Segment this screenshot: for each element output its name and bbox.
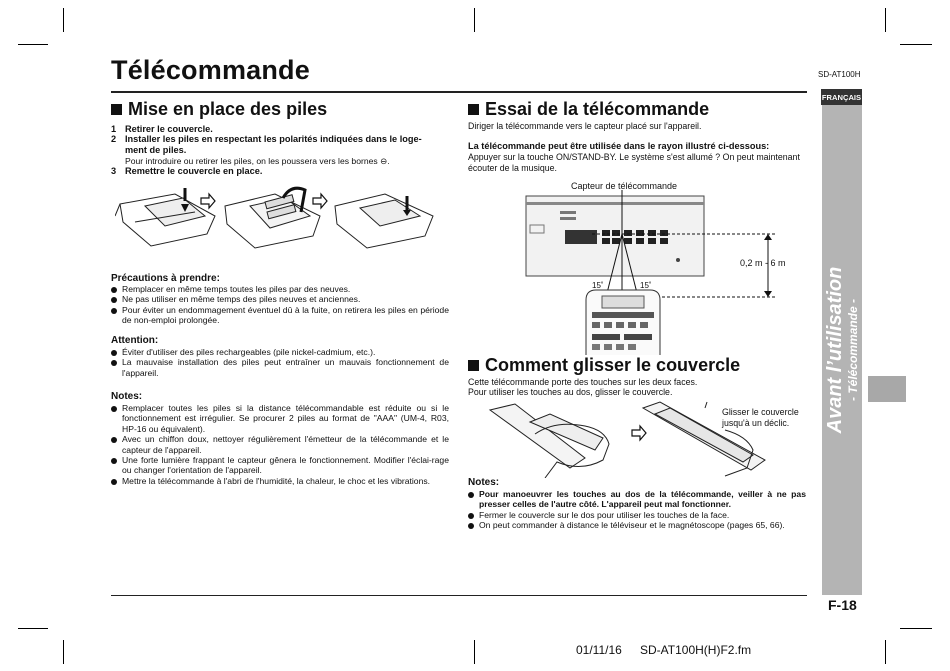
crop-mark bbox=[63, 640, 64, 664]
page-number: F-18 bbox=[828, 597, 857, 613]
crop-mark bbox=[885, 8, 886, 32]
crop-mark bbox=[900, 628, 932, 629]
crop-mark bbox=[474, 8, 475, 32]
heading-remote-test: Essai de la télécommande bbox=[468, 99, 709, 120]
footer-filename: SD-AT100H(H)F2.fm bbox=[640, 643, 752, 657]
slide-line-2: Pour utiliser les touches au dos, glisser le couvercle. bbox=[468, 387, 673, 397]
list-item: Une forte lumière frappant le capteur gênera le fonctionnement. Modifier l'éclai-rage ou changer l'orientation de l'appareil. bbox=[111, 455, 449, 476]
precautions-list bbox=[111, 284, 449, 326]
page-title: Télécommande bbox=[111, 55, 310, 85]
title-rule bbox=[111, 91, 807, 93]
angle-left-label: 15˚ bbox=[592, 281, 604, 290]
remote-test-intro: Diriger la télécommande vers le capteur placé sur l'appareil. bbox=[468, 121, 702, 131]
language-tab: FRANÇAIS bbox=[821, 89, 862, 105]
angle-right-label: 15˚ bbox=[640, 281, 652, 290]
square-bullet-icon bbox=[468, 104, 479, 115]
model-number: SD-AT100H bbox=[818, 70, 861, 79]
range-description: Appuyer sur la touche ON/STAND-BY. Le système s'est allumé ? On peut maintenant écouter de la musique. bbox=[468, 152, 800, 173]
slide-cover-illustration bbox=[485, 400, 785, 478]
list-item: Mettre la télécommande à l'abri de l'humidité, la chaleur, le choc et les vibrations. bbox=[111, 476, 449, 486]
crop-mark bbox=[885, 640, 886, 664]
attention-list bbox=[111, 347, 449, 378]
list-item: Fermer le couvercle sur le dos pour utiliser les touches de la face. bbox=[468, 510, 806, 520]
crop-mark bbox=[18, 44, 48, 45]
section-thumb-tab bbox=[868, 376, 906, 402]
range-bold-line: La télécommande peut être utilisée dans le rayon illustré ci-dessous: bbox=[468, 141, 770, 151]
sensor-label: Capteur de télécommande bbox=[571, 181, 678, 191]
list-item: Avec un chiffon doux, nettoyer régulièrement l'émetteur de la télécommande et le capteur de l'appareil. bbox=[111, 434, 449, 455]
list-item: Ne pas utiliser en même temps des piles neuves et anciennes. bbox=[111, 294, 449, 304]
remote-range-diagram bbox=[520, 190, 790, 355]
slide-notes-list bbox=[468, 489, 806, 531]
footer-date: 01/11/16 bbox=[576, 643, 622, 657]
crop-mark bbox=[900, 44, 932, 45]
list-item: On peut commander à distance le téléviseur et le magnétoscope (pages 65, 66). bbox=[468, 520, 806, 530]
subsection-title: - Télécommande - bbox=[846, 298, 860, 402]
slide-notes-title: Notes: bbox=[468, 477, 500, 488]
list-item: Pour éviter un endommagement éventuel dû à la fuite, on retirera les piles en période de non-emploi prolongée. bbox=[111, 305, 449, 326]
heading-batteries: Mise en place des piles bbox=[111, 99, 327, 120]
attention-title: Attention: bbox=[111, 335, 159, 346]
crop-mark bbox=[474, 640, 475, 664]
list-item: La mauvaise installation des piles peut entraîner un mauvais fonctionnement de l'appareil. bbox=[111, 357, 449, 378]
list-item: Remplacer toutes les piles si la distance télécommandable est réduite ou si le fonctionnement est irrégulier. Se procurer 2 piles au format de "AAA" (UM-4, R03, HP-16 ou équivalent). bbox=[111, 403, 449, 434]
notes-list bbox=[111, 403, 449, 486]
crop-mark bbox=[63, 8, 64, 32]
heading-slide-cover: Comment glisser le couvercle bbox=[468, 355, 740, 376]
slide-caption: Glisser le couvercle jusqu'à un déclic. bbox=[722, 407, 799, 428]
section-title: Avant l’utilisation bbox=[824, 266, 846, 434]
notes-title: Notes: bbox=[111, 391, 143, 402]
battery-illustration bbox=[115, 186, 450, 254]
distance-label: 0,2 m - 6 m bbox=[740, 258, 786, 268]
section-vertical-title bbox=[824, 267, 860, 434]
precautions-title: Précautions à prendre: bbox=[111, 273, 220, 284]
crop-mark bbox=[18, 628, 48, 629]
step-2-note: Pour introduire ou retirer les piles, on les poussera vers les bornes ⊖. bbox=[125, 156, 390, 166]
bottom-rule bbox=[111, 595, 807, 596]
list-item: Éviter d'utiliser des piles rechargeables (pile nickel-cadmium, etc.). bbox=[111, 347, 449, 357]
slide-line-1: Cette télécommande porte des touches sur les deux faces. bbox=[468, 377, 698, 387]
list-item: Remplacer en même temps toutes les piles par des neuves. bbox=[111, 284, 449, 294]
list-item: Pour manoeuvrer les touches au dos de la télécommande, veiller à ne pas presser celles de l'autre côté. L'appareil peut mal fonctionner. bbox=[468, 489, 806, 510]
square-bullet-icon bbox=[111, 104, 122, 115]
step-2: 2 Installer les piles en respectant les polarités indiquées dans le loge- ment de piles. bbox=[111, 134, 422, 155]
square-bullet-icon bbox=[468, 360, 479, 371]
